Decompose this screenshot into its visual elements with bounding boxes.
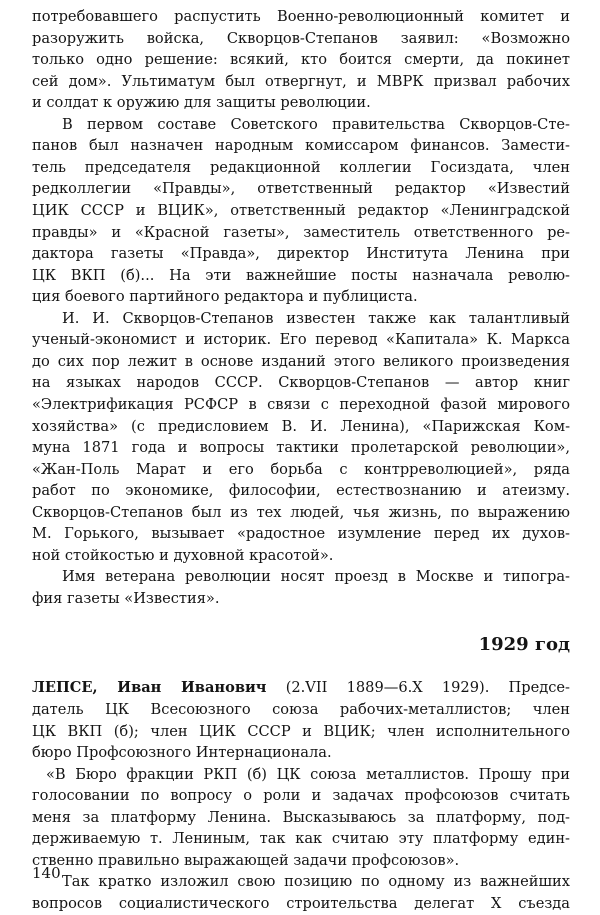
text-line: работ по экономике, философии, естествознанию и атеизму. [32, 482, 570, 500]
entry-dates: (2.VII 1889—6.X 1929). Предсе- [266, 679, 570, 697]
text-line: тель председателя редакционной коллегии Госиздата, член [32, 158, 570, 176]
text-line: на языках народов СССР. Скворцов-Степанов — автор книг [32, 374, 570, 392]
text-line: Имя ветерана революции носят проезд в Москве и типогра- [62, 568, 570, 586]
text-line: «Жан-Поль Марат и его борьба с контрреволюцией», ряда [32, 460, 570, 478]
quote-line: держиваемую т. Лениным, так как считаю эту платформу един- [32, 830, 570, 848]
page-number: 140 [32, 864, 61, 882]
text-line: разоружить войска, Скворцов-Степанов заявил: «Возможно [32, 29, 570, 47]
text-line: Так кратко изложил свою позицию по одному из важнейших [62, 873, 570, 891]
text-line: ция боевого партийного редактора и публициста. [32, 288, 418, 306]
text-line: правды» и «Красной газеты», заместитель ответственного ре- [32, 223, 570, 241]
text-line: дактора газеты «Правда», директор Института Ленина при [32, 245, 570, 263]
text-line: датель ЦК Всесоюзного союза рабочих-металлистов; член [32, 700, 570, 718]
text-line: «Электрификация РСФСР в связи с переходной фазой мирового [32, 395, 570, 413]
entry-header-line [32, 677, 570, 699]
text-line: ученый-экономист и историк. Его перевод «Капитала» К. Маркса [32, 331, 570, 349]
text-line: муна 1871 года и вопросы тактики пролетарской революции», [32, 439, 570, 456]
quote-line: голосовании по вопросу о роли и задачах профсоюзов считать [32, 787, 570, 805]
quote-line: ственно правильно выражающей задачи профсоюзов». [32, 851, 460, 869]
text-line: ЦИК СССР и ВЦИК», ответственный редактор «Ленинградской [32, 202, 570, 219]
section-heading: 1929 год [478, 634, 570, 656]
text-line: до сих пор лежит в основе изданий этого великого произведения [32, 352, 570, 370]
text-line: М. Горького, вызывает «радостное изумление перед их духов- [32, 525, 570, 543]
entry-name: ЛЕПСЕ, Иван Иванович [32, 679, 267, 697]
text-line: Скворцов-Степанов был из тех людей, чья жизнь, по выражению [32, 503, 570, 521]
text-line: ЦК ВКП (б); член ЦИК СССР и ВЦИК; член исполнительного [32, 722, 570, 740]
text-line: потребовавшего распустить Военно-революционный комитет и [32, 8, 570, 25]
text-line: хозяйства» (с предисловием В. И. Ленина), «Парижская Ком- [32, 417, 570, 435]
text-line: В первом составе Советского правительства Скворцов-Сте- [62, 115, 570, 133]
text-line: бюро Профсоюзного Интернационала. [32, 744, 332, 761]
quote-line: «В Бюро фракции РКП (б) ЦК союза металлистов. Прошу при [46, 765, 570, 783]
text-line: и солдат к оружию для защиты революции. [32, 94, 371, 112]
text-line: редколлегии «Правды», ответственный редактор «Известий [32, 180, 570, 198]
text-line: фия газеты «Известия». [32, 589, 220, 607]
text-line: только одно решение: всякий, кто боится смерти, да покинет [32, 51, 570, 69]
text-line: ЦК ВКП (б)... На эти важнейшие посты назначала револю- [32, 266, 570, 284]
text-line: сей дом». Ультиматум был отвергнут, и МВРК призвал рабочих [32, 72, 570, 90]
text-line: ной стойкостью и духовной красотой». [32, 546, 334, 564]
text-line: вопросов социалистического строительства делегат X съезда [32, 894, 570, 912]
text-line: И. И. Скворцов-Степанов известен также как талантливый [62, 309, 570, 327]
quote-line: меня за платформу Ленина. Высказываюсь за платформу, под- [32, 808, 570, 826]
text-line: панов был назначен народным комиссаром финансов. Замести- [32, 137, 570, 155]
